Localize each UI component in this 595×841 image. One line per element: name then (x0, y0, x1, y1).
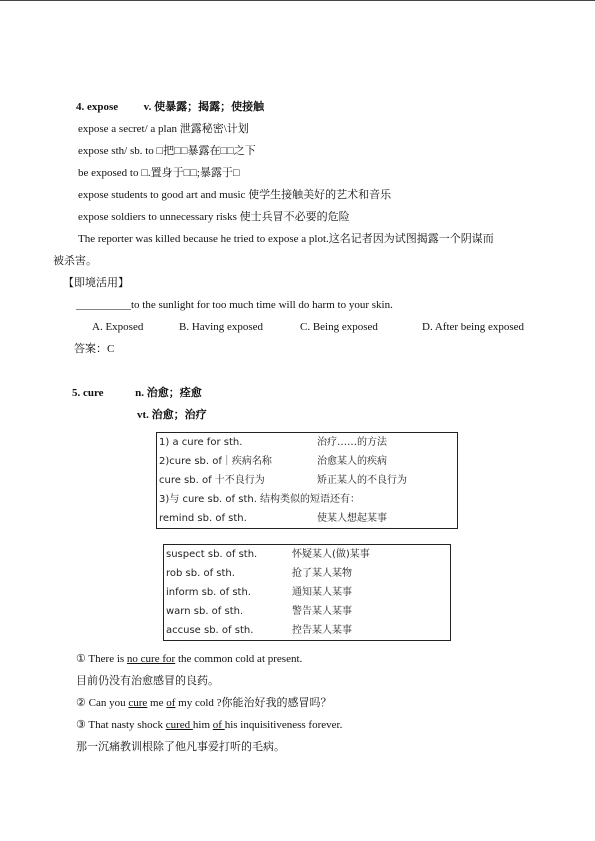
cure-example-1 (76, 653, 302, 666)
question-blank: __________ (76, 299, 131, 311)
table-cell: 2)cure sb. of｜疾病名称 (159, 455, 272, 467)
table-row (157, 509, 458, 529)
table-cell: 抢了某人某物 (292, 567, 352, 579)
table-cell: 1) a cure for sth. (159, 436, 243, 448)
example-text: him (192, 719, 213, 731)
table-row (157, 490, 458, 509)
question-text: to the sunlight for too much time will do harm to your skin. (131, 299, 393, 311)
table-row (164, 583, 451, 602)
example-text: me (147, 697, 167, 709)
underlined-word: of (212, 719, 225, 731)
underlined-word: cure (128, 697, 148, 709)
phrase-line: expose soldiers to unnecessary risks 使士兵冒不必要的危险 (78, 211, 350, 223)
example-text: There is (85, 653, 127, 665)
cure-example-1-translation: 目前仍没有治愈感冒的良药。 (76, 675, 219, 687)
section5-word: 5. cure (72, 387, 104, 399)
section5-pos-n: n. 治愈；痊愈 (135, 387, 202, 399)
section5-pos-vt: vt. 治愈；治疗 (137, 409, 207, 421)
section4-pos: v. 使暴露；揭露；使接触 (143, 101, 265, 113)
table-cell: 3)与 cure sb. of sth. 结构类似的短语还有： (159, 493, 361, 505)
table-row (164, 545, 451, 565)
example-text: That nasty shock (85, 719, 166, 731)
table-cell: 怀疑某人(做)某事 (292, 548, 370, 560)
example-sentence: The reporter was killed because he tried to expose a plot.这名记者因为试图揭露一个阴谋而 (78, 233, 494, 245)
table-cell: remind sb. of sth. (159, 512, 247, 524)
page-top-border (0, 0, 595, 1)
similar-phrase-table (163, 544, 451, 641)
example-sentence-cont: 被杀害。 (53, 255, 97, 267)
section4-heading (76, 101, 264, 114)
table-cell: 使某人想起某事 (317, 512, 387, 524)
table-row (157, 433, 458, 453)
table-row (157, 452, 458, 471)
phrase-line: be exposed to □.置身于□□;暴露于□ (78, 167, 240, 179)
table-row (164, 621, 451, 641)
example-text: my cold ?你能治好我的感冒吗？ (175, 697, 332, 709)
cure-phrase-table (156, 432, 458, 529)
table-cell: rob sb. of sth. (166, 567, 235, 579)
example-number: ① (76, 653, 86, 665)
phrase-line: expose a secret/ a plan 泄露秘密\计划 (78, 123, 249, 135)
section5-heading (72, 387, 202, 400)
option-d: D. After being exposed (422, 321, 525, 333)
option-b: B. Having exposed (179, 321, 264, 333)
answer: 答案：C (74, 343, 115, 355)
cure-example-2 (76, 697, 332, 710)
table-cell: inform sb. of sth. (166, 586, 251, 598)
option-c: C. Being exposed (300, 321, 378, 333)
example-text: Can you (85, 697, 129, 709)
phrase-line: expose sth/ sb. to □把□□暴露在□□之下 (78, 145, 256, 157)
table-row (164, 602, 451, 621)
practice-title: 【即境活用】 (63, 277, 129, 289)
table-cell: suspect sb. of sth. (166, 548, 258, 560)
practice-question (76, 299, 393, 312)
table-cell: 治愈某人的疾病 (317, 455, 387, 467)
option-a: A. Exposed (92, 321, 144, 333)
underlined-phrase: no cure for (126, 653, 176, 665)
table-cell: 控告某人某事 (292, 624, 352, 636)
table-cell: 治疗……的方法 (317, 436, 387, 448)
example-text: the common cold at present. (175, 653, 303, 665)
underlined-word: cured (165, 719, 193, 731)
table-cell: 通知某人某事 (292, 586, 352, 598)
example-text: his inquisitiveness forever. (224, 719, 343, 731)
section4-word: 4. expose (76, 101, 119, 113)
example-number: ③ (76, 719, 86, 731)
cure-example-3 (76, 719, 342, 732)
table-cell: cure sb. of 十不良行为 (159, 474, 265, 486)
table-row (157, 471, 458, 490)
table-cell: 矫正某人的不良行为 (317, 474, 407, 486)
example-number: ② (76, 697, 86, 709)
table-cell: 警告某人某事 (292, 605, 352, 617)
table-row (164, 564, 451, 583)
table-cell: warn sb. of sth. (166, 605, 244, 617)
phrase-line: expose students to good art and music 使学生接触美好的艺术和音乐 (78, 189, 392, 201)
underlined-word: of (166, 697, 176, 709)
table-cell: accuse sb. of sth. (166, 624, 254, 636)
cure-example-3-translation: 那一沉痛教训根除了他凡事爱打听的毛病。 (76, 741, 285, 753)
